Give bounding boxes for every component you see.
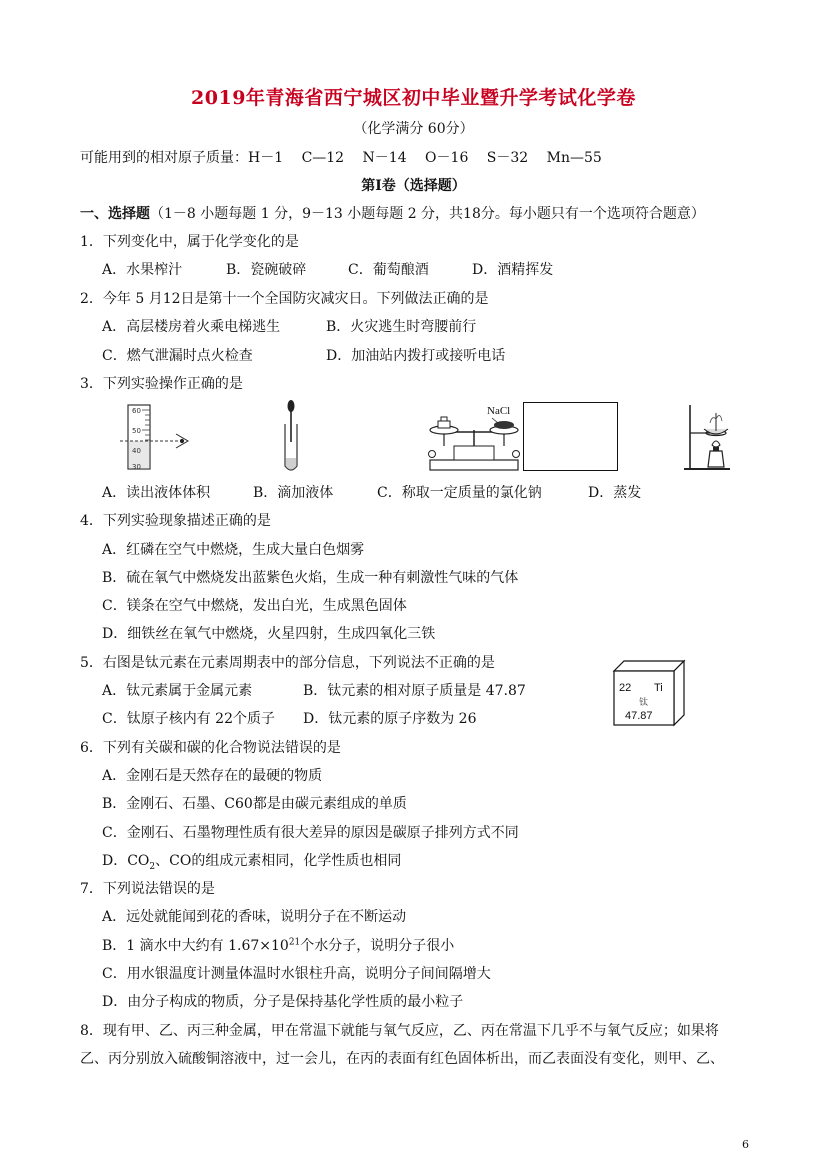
part1-heading-line — [80, 203, 705, 223]
q4-option-b: B．硫在氧气中燃烧发出蓝紫色火焰，生成一种有刺激性气味的气体 — [102, 570, 519, 586]
q8-line2: 乙、丙分别放入硫酸铜溶液中，过一会儿，在丙的表面有红色固体析出，而乙表面没有变化，则甲、乙、 — [80, 1051, 724, 1067]
dropper-test-tube-figure — [276, 398, 306, 476]
q7-option-b-suffix: 个水分子，说明分子很小 — [300, 938, 455, 954]
q5-option-d: D．钛元素的原子序数为 26 — [303, 711, 477, 727]
cylinder-tick-label: 30 — [132, 463, 141, 471]
q1-option-b: B．瓷碗破碎 — [226, 262, 307, 278]
q6-option-a: A．金刚石是天然存在的最硬的物质 — [102, 768, 323, 784]
q7-option-d: D．由分子构成的物质，分子是保持基化学性质的最小粒子 — [102, 994, 464, 1010]
exam-subtitle: （化学满分 60分） — [353, 121, 474, 137]
cylinder-tick-label: 60 — [132, 407, 141, 415]
part1-heading: 一、选择题 — [80, 206, 150, 222]
cylinder-tick-label: 40 — [132, 447, 141, 455]
cylinder-tick-label: 50 — [132, 427, 141, 435]
q6-option-d-prefix: D．CO — [102, 853, 150, 869]
q1-stem: 1．下列变化中，属于化学变化的是 — [80, 234, 299, 250]
balance-figure — [424, 400, 524, 474]
q6-option-d-suffix: 、CO的组成元素相同，化学性质也相同 — [155, 853, 402, 869]
atomic-number: 22 — [619, 682, 632, 694]
q3-option-a: A．读出液体体积 — [102, 485, 211, 501]
section-title: 第Ⅰ卷（选择题） — [361, 178, 466, 194]
q3-stem: 3．下列实验操作正确的是 — [80, 376, 243, 392]
atomic-mass: 47.87 — [625, 710, 653, 722]
balance-base — [430, 460, 518, 470]
q6-stem: 6．下列有关碳和碳的化合物说法错误的是 — [80, 740, 341, 756]
evaporation-figure — [682, 401, 732, 473]
q5-stem: 5．右图是钛元素在元素周期表中的部分信息，下列说法不正确的是 — [80, 655, 495, 671]
dropper-bulb — [288, 400, 295, 412]
weight — [438, 421, 450, 428]
q2-stem: 2．今年 5 月12日是第十一个全国防灾减灾日。下列做法正确的是 — [80, 291, 489, 307]
blank-figure-box — [523, 402, 618, 471]
q7-stem: 7．下列说法错误的是 — [80, 881, 215, 897]
q7-option-a: A．远处就能闻到花的香味，说明分子在不断运动 — [102, 909, 407, 925]
flame-icon — [712, 441, 720, 447]
q6-option-d — [102, 850, 401, 872]
q3-option-d: D．蒸发 — [588, 485, 642, 501]
q5-option-a: A．钛元素属于金属元素 — [102, 683, 253, 699]
q2-option-c: C．燃气泄漏时点火检查 — [102, 348, 253, 364]
q1-option-a: A．水果榨汁 — [102, 262, 183, 278]
q6-option-b: B．金刚石、石墨、C60都是由碳元素组成的单质 — [102, 796, 407, 812]
q1-option-c: C．葡萄酿酒 — [348, 262, 429, 278]
q5-option-b: B．钛元素的相对原子质量是 47.87 — [303, 683, 526, 699]
q2-option-a: A．高层楼房着火乘电梯逃生 — [102, 319, 281, 335]
q3-option-c: C．称取一定质量的氯化钠 — [377, 485, 542, 501]
atomic-masses-line: 可能用到的相对原子质量：H－1 C—12 N－14 O－16 S－32 Mn—55 — [80, 150, 602, 166]
q7-option-b-prefix: B．1 滴水中大约有 1.67×10 — [102, 938, 289, 954]
q1-option-d: D．酒精挥发 — [472, 262, 554, 278]
q5-option-c: C．钛原子核内有 22个质子 — [102, 711, 275, 727]
element-symbol: Ti — [654, 682, 663, 694]
q7-option-b-exponent: 21 — [288, 937, 301, 948]
q8-line1: 8．现有甲、乙、丙三种金属，甲在常温下就能与氧气反应，乙、丙在常温下几乎不与氧气反应；如果将 — [80, 1023, 719, 1039]
nacl-label: NaCl — [487, 405, 511, 417]
q4-stem: 4．下列实验现象描述正确的是 — [80, 513, 271, 529]
q2-option-b: B．火灾逃生时弯腰前行 — [326, 319, 477, 335]
q4-option-a: A．红磷在空气中燃烧，生成大量白色烟雾 — [102, 542, 365, 558]
q3-option-b: B．滴加液体 — [253, 485, 334, 501]
q6-option-d-subscript: 2 — [149, 861, 156, 872]
q2-option-d: D．加油站内拨打或接听电话 — [326, 348, 506, 364]
part1-note: （1－8 小题每题 1 分，9－13 小题每题 2 分，共18分。每小题只有一个选项符合题意） — [150, 206, 705, 222]
q7-option-c: C．用水银温度计测量体温时水银柱升高，说明分子间间隔增大 — [102, 966, 491, 982]
graduated-cylinder-figure — [118, 403, 198, 473]
q4-option-d: D．细铁丝在氧气中燃烧，火星四射，生成四氧化三铁 — [102, 626, 436, 642]
titanium-element-box — [610, 659, 686, 727]
q4-option-c: C．镁条在空气中燃烧，发出白光，生成黑色固体 — [102, 598, 407, 614]
exam-title: 2019年青海省西宁城区初中毕业暨升学考试化学卷 — [191, 87, 636, 109]
alcohol-lamp — [708, 451, 724, 467]
page-number: 6 — [742, 1138, 749, 1151]
q6-option-c: C．金刚石、石墨物理性质有很大差异的原因是碳原子排列方式不同 — [102, 825, 519, 841]
q7-option-b — [102, 935, 454, 955]
element-name: 钛 — [639, 698, 649, 708]
